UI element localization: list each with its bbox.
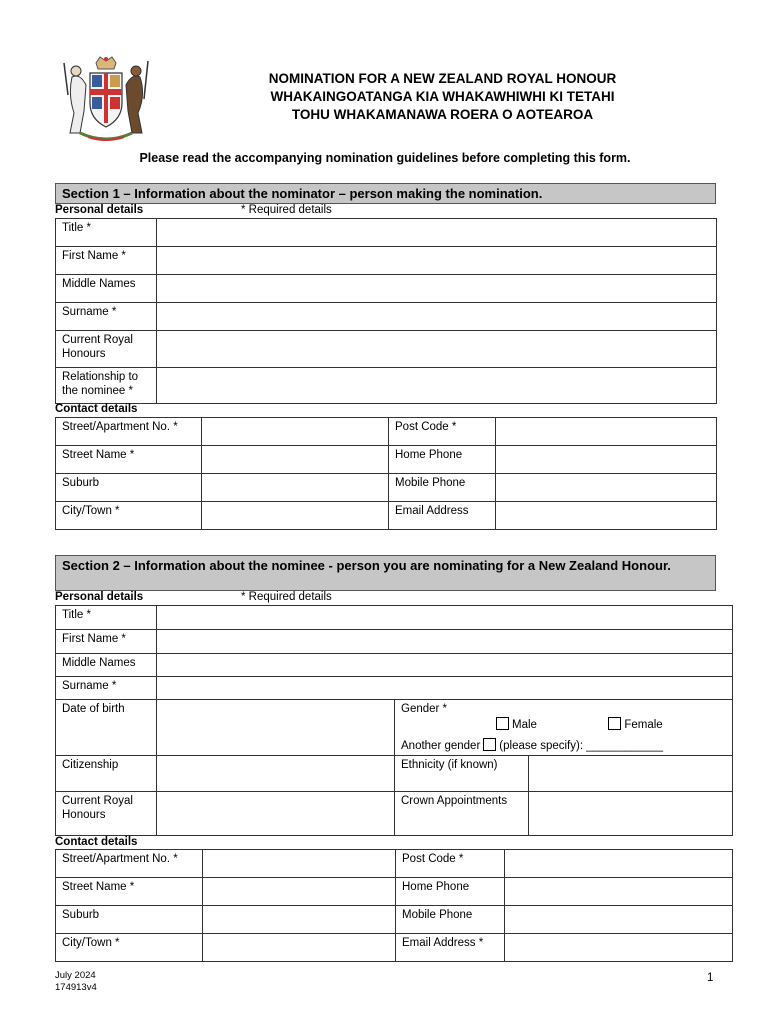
s1-relationship-input[interactable]	[157, 368, 717, 404]
s2-mobile-phone-input[interactable]	[505, 906, 733, 934]
s2-citizenship-label: Citizenship	[56, 756, 157, 792]
section2-personal-label: Personal details	[55, 591, 144, 603]
s2-gender-cell	[395, 700, 733, 756]
s2-first-name-label: First Name *	[56, 630, 157, 654]
s2-dob-label: Date of birth	[56, 700, 157, 756]
s2-email-label: Email Address *	[396, 934, 505, 962]
s2-surname-input[interactable]	[157, 677, 733, 700]
s2-citizenship-input[interactable]	[157, 756, 395, 792]
footer-info	[55, 970, 97, 994]
s2-dob-input[interactable]	[157, 700, 395, 756]
s1-title-label: Title *	[56, 219, 157, 247]
s1-first-name-input[interactable]	[157, 247, 717, 275]
s1-surname-label: Surname *	[56, 303, 157, 331]
s1-suburb-label: Suburb	[56, 474, 202, 502]
section1-required-note: * Required details	[241, 204, 332, 216]
s2-first-name-input[interactable]	[157, 630, 733, 654]
s2-current-honours-input[interactable]	[157, 792, 395, 836]
s1-street-no-input[interactable]	[202, 418, 389, 446]
section1-personal-label: Personal details	[55, 204, 144, 216]
section2-name-table	[55, 605, 733, 700]
section1-contact-label: Contact details	[55, 403, 138, 415]
s1-street-no-label: Street/Apartment No. *	[56, 418, 202, 446]
s2-crown-appointments-label: Crown Appointments	[395, 792, 529, 836]
s2-mobile-phone-label: Mobile Phone	[396, 906, 505, 934]
s1-email-input[interactable]	[496, 502, 717, 530]
s1-suburb-input[interactable]	[202, 474, 389, 502]
title-line-3: TOHU WHAKAMANAWA ROERA O AOTEAROA	[291, 107, 594, 122]
section1-personal-table	[55, 218, 717, 404]
s2-city-input[interactable]	[203, 934, 396, 962]
s2-ethnicity-label: Ethnicity (if known)	[395, 756, 529, 792]
section2-contact-table	[55, 849, 733, 962]
s1-middle-names-input[interactable]	[157, 275, 717, 303]
s1-relationship-label: Relationship to the nominee *	[56, 368, 157, 404]
s2-gender-label: Gender *	[401, 703, 448, 715]
section1-heading: Section 1 – Information about the nominator – person making the nomination.	[55, 183, 716, 204]
s2-middle-names-input[interactable]	[157, 654, 733, 677]
s1-city-input[interactable]	[202, 502, 389, 530]
s1-title-input[interactable]	[157, 219, 717, 247]
male-label: Male	[512, 719, 537, 731]
s2-current-honours-label: Current Royal Honours	[56, 792, 157, 836]
section2-heading: Section 2 – Information about the nominee - person you are nominating for a New Zealand Honour.	[55, 555, 716, 591]
s1-current-honours-label: Current Royal Honours	[56, 331, 157, 368]
s1-post-code-input[interactable]	[496, 418, 717, 446]
s2-home-phone-label: Home Phone	[396, 878, 505, 906]
s1-mobile-phone-input[interactable]	[496, 474, 717, 502]
s2-home-phone-input[interactable]	[505, 878, 733, 906]
s2-email-input[interactable]	[505, 934, 733, 962]
s2-crown-appointments-input[interactable]	[529, 792, 733, 836]
s1-street-name-label: Street Name *	[56, 446, 202, 474]
s1-surname-input[interactable]	[157, 303, 717, 331]
footer-doc-code: 174913v4	[55, 982, 97, 993]
s2-street-no-input[interactable]	[203, 850, 396, 878]
s2-suburb-label: Suburb	[56, 906, 203, 934]
title-line-2: WHAKAINGOATANGA KIA WHAKAWHIWHI KI TETAHI	[270, 89, 615, 104]
s2-street-name-label: Street Name *	[56, 878, 203, 906]
another-gender-checkbox[interactable]	[483, 738, 496, 751]
s2-post-code-input[interactable]	[505, 850, 733, 878]
form-title	[200, 70, 685, 124]
s2-post-code-label: Post Code *	[396, 850, 505, 878]
s2-title-input[interactable]	[157, 606, 733, 630]
instruction-text: Please read the accompanying nomination guidelines before completing this form.	[139, 151, 631, 165]
s1-email-label: Email Address	[389, 502, 496, 530]
s2-street-no-label: Street/Apartment No. *	[56, 850, 203, 878]
s1-middle-names-label: Middle Names	[56, 275, 157, 303]
s2-surname-label: Surname *	[56, 677, 157, 700]
s2-ethnicity-input[interactable]	[529, 756, 733, 792]
s1-home-phone-input[interactable]	[496, 446, 717, 474]
s1-street-name-input[interactable]	[202, 446, 389, 474]
s2-middle-names-label: Middle Names	[56, 654, 157, 677]
section2-contact-label: Contact details	[55, 836, 138, 848]
s2-suburb-input[interactable]	[203, 906, 396, 934]
page-number: 1	[707, 972, 714, 984]
male-checkbox[interactable]	[496, 717, 509, 730]
s1-home-phone-label: Home Phone	[389, 446, 496, 474]
another-gender-label: Another gender	[401, 740, 481, 752]
title-line-1: NOMINATION FOR A NEW ZEALAND ROYAL HONOUR	[268, 71, 617, 86]
section2-details-table	[55, 699, 733, 836]
s2-title-label: Title *	[56, 606, 157, 630]
female-label: Female	[624, 719, 663, 731]
s2-city-label: City/Town *	[56, 934, 203, 962]
s1-city-label: City/Town *	[56, 502, 202, 530]
s1-first-name-label: First Name *	[56, 247, 157, 275]
s1-post-code-label: Post Code *	[389, 418, 496, 446]
female-checkbox[interactable]	[608, 717, 621, 730]
s2-street-name-input[interactable]	[203, 878, 396, 906]
please-specify-field[interactable]: (please specify): ____________	[499, 740, 663, 752]
s1-current-honours-input[interactable]	[157, 331, 717, 368]
s1-mobile-phone-label: Mobile Phone	[389, 474, 496, 502]
nz-coat-of-arms-icon	[58, 55, 154, 145]
section2-required-note: * Required details	[241, 591, 332, 603]
footer-date: July 2024	[55, 970, 96, 981]
section1-contact-table	[55, 417, 717, 530]
